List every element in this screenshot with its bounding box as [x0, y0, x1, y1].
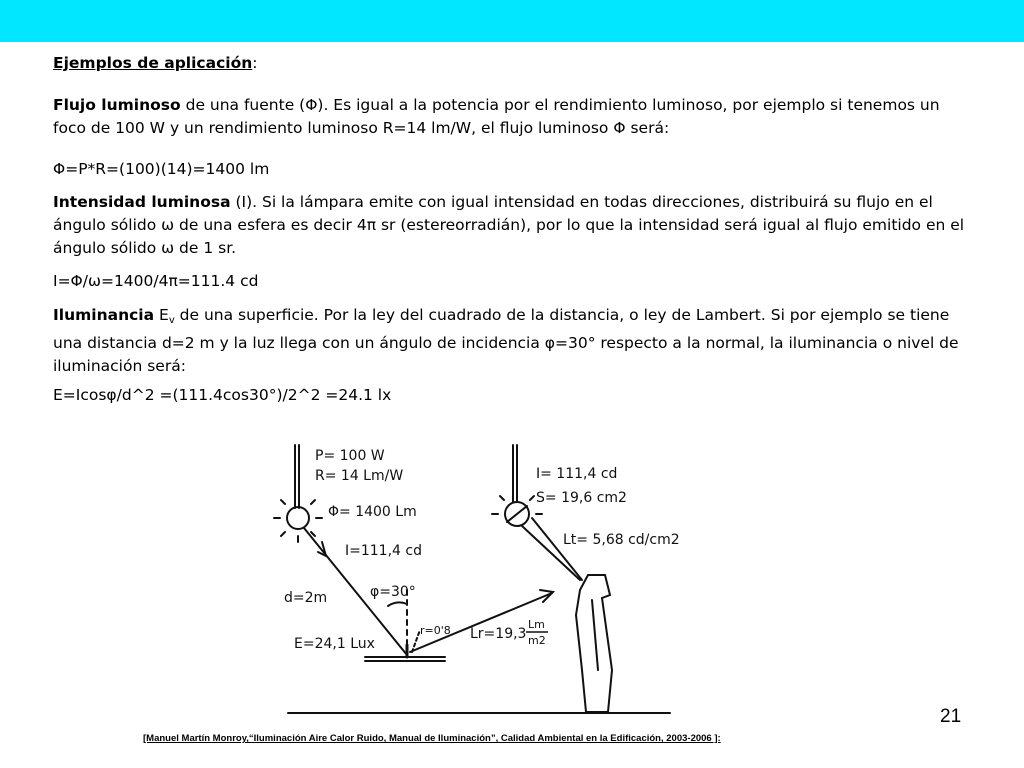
heading-colon: :	[252, 54, 258, 72]
label-lr-unit-bottom: m2	[528, 634, 546, 647]
label-angle: φ=30°	[370, 584, 416, 600]
label-area: S= 19,6 cm2	[536, 490, 627, 506]
iluminancia-term: Iluminancia	[53, 306, 155, 324]
iluminancia-symbol-sub: v	[168, 315, 175, 326]
page-number: 21	[940, 706, 962, 727]
iluminancia-paragraph	[53, 304, 973, 378]
label-luminance-reflected: Lr=19,3	[470, 626, 527, 642]
section-heading-text: Ejemplos de aplicación	[53, 54, 253, 72]
intensidad-term: Intensidad luminosa	[53, 193, 231, 211]
label-illuminance: E=24,1 Lux	[294, 636, 375, 652]
intensidad-equation: I=Φ/ω=1400/4π=111.4 cd	[53, 272, 259, 290]
label-intensity-left: I=111,4 cd	[345, 543, 422, 559]
label-lr-unit-top: Lm	[528, 618, 545, 631]
flujo-term: Flujo luminoso	[53, 96, 181, 114]
label-power: P= 100 W	[315, 448, 385, 464]
label-distance: d=2m	[284, 590, 328, 606]
iluminancia-symbol: E	[154, 306, 169, 324]
lighting-diagram	[270, 430, 690, 720]
left-lamp-icon	[287, 507, 309, 529]
top-accent-bar	[0, 0, 1024, 42]
intensidad-paragraph	[53, 191, 973, 260]
label-flux: Φ= 1400 Lm	[328, 504, 417, 520]
label-reflectance: r=0'8	[420, 624, 451, 637]
flujo-text: de una fuente (Φ). Es igual a la potencia por el rendimiento luminoso, por ejemplo si tenemos un foco de 100 W y un rendimiento luminoso R=14 lm/W, el flujo luminoso Φ será:	[53, 96, 940, 137]
person-figure	[576, 575, 612, 712]
iluminancia-text: de una superficie. Por la ley del cuadrado de la distancia, o ley de Lambert. Si por ejemplo se tiene una distancia d=2 m y la luz llega con un ángulo de incidencia φ=30° respecto a la normal, la iluminancia o nivel de iluminación será:	[53, 306, 959, 375]
reference-citation: [Manuel Martín Monroy,“Iluminación Aire Calor Ruido, Manual de Iluminación”, Calidad Ambiental en la Edificación, 2003-2006 ]:	[143, 733, 721, 744]
section-heading	[53, 54, 258, 72]
flujo-paragraph	[53, 94, 973, 140]
label-efficiency: R= 14 Lm/W	[315, 468, 404, 484]
label-intensity-right: I= 111,4 cd	[536, 466, 618, 482]
iluminancia-equation: E=Icosφ/d^2 =(111.4cos30°)/2^2 =24.1 lx	[53, 386, 392, 404]
intensidad-text: (I). Si la lámpara emite con igual intensidad en todas direcciones, distribuirá su flujo en el ángulo sólido ω de una esfera es decir 4π sr (estereorradián), por lo que la intensidad será igual al flujo emitido en el ángulo sólido ω de 1 sr.	[53, 193, 965, 257]
cone-line-2	[532, 518, 582, 580]
label-luminance-target: Lt= 5,68 cd/cm2	[563, 532, 680, 548]
flujo-equation: Φ=P*R=(100)(14)=1400 lm	[53, 160, 270, 178]
